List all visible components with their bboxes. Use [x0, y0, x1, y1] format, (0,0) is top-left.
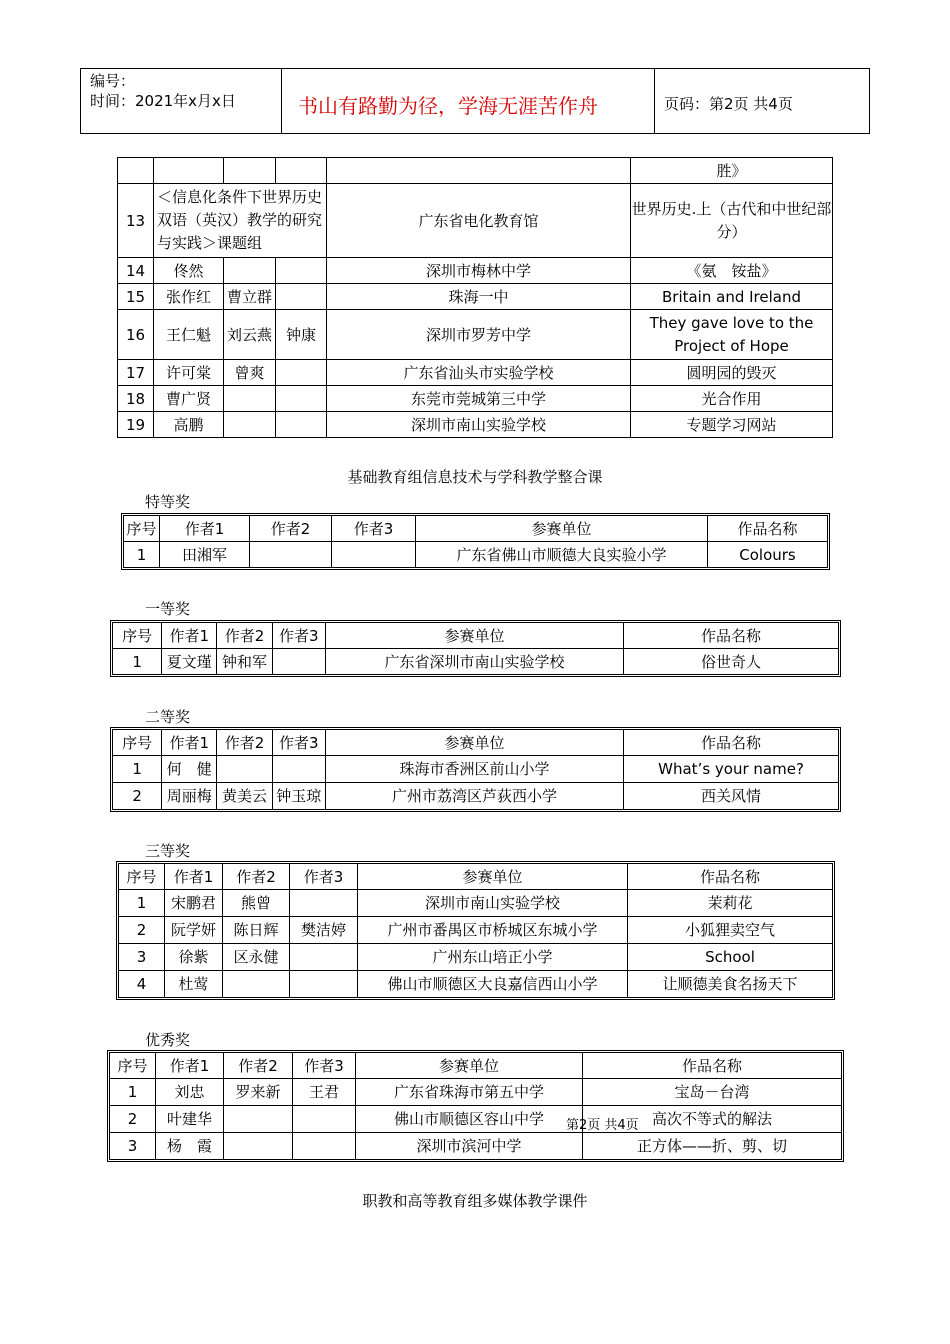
- table-cell: [293, 1106, 356, 1133]
- table-cell: 叶建华: [156, 1106, 224, 1133]
- table-row: [118, 310, 833, 360]
- table-cell: [224, 158, 276, 184]
- table-cell: 作者2: [250, 516, 332, 542]
- table-cell: [224, 386, 276, 412]
- table-row: [110, 1133, 842, 1160]
- table-cell: 作品名称: [628, 864, 833, 890]
- table-cell: 作者3: [290, 864, 358, 890]
- header-divider: [654, 68, 655, 134]
- table-header-row: [119, 864, 833, 890]
- table-cell: 钟康: [276, 310, 327, 360]
- table-cell: [290, 944, 358, 971]
- table-cell: 何 健: [162, 756, 217, 783]
- table-cell: 19: [118, 412, 154, 438]
- table-cell: [154, 158, 224, 184]
- table-cell: 曹立群: [224, 284, 276, 310]
- table-row: [118, 158, 833, 184]
- table-cell: 樊洁婷: [290, 917, 358, 944]
- table-cell: 广东省电化教育馆: [327, 184, 631, 258]
- table-cell: 王君: [293, 1079, 356, 1106]
- table-cell: [223, 971, 290, 998]
- table-cell: 1: [113, 649, 162, 675]
- table-cell: 钟和军: [217, 649, 272, 675]
- table-cell: 宋鹏君: [165, 890, 223, 917]
- table-cell: [276, 412, 327, 438]
- table-cell: 作者2: [217, 623, 272, 649]
- table-row: [124, 542, 828, 568]
- table-cell: 徐紫: [165, 944, 223, 971]
- table-cell: 珠海一中: [327, 284, 631, 310]
- table-cell: 曹广贤: [154, 386, 224, 412]
- table-cell: 杨 霞: [156, 1133, 224, 1160]
- table-cell: 胜》: [631, 158, 833, 184]
- table-cell: 佟然: [154, 258, 224, 284]
- table-cell: 茉莉花: [628, 890, 833, 917]
- table-cell: [293, 1133, 356, 1160]
- table-cell: 深圳市南山实验学校: [327, 412, 631, 438]
- number-label: 编号：: [90, 72, 136, 90]
- table-row: [119, 890, 833, 917]
- table-cell: [224, 1106, 293, 1133]
- table-cell: 作者1: [162, 623, 217, 649]
- table-cell: 王仁魁: [154, 310, 224, 360]
- header-divider: [281, 68, 282, 134]
- table-cell: 让顺德美食名扬天下: [628, 971, 833, 998]
- table-cell: 2: [113, 783, 162, 810]
- table-cell: 作者3: [272, 623, 325, 649]
- table-cell: 圆明园的毁灭: [631, 360, 833, 386]
- table-cell: 作者3: [293, 1053, 356, 1079]
- excellent-award-table: [109, 1052, 842, 1160]
- special-award-label: 特等奖: [145, 493, 191, 511]
- table-cell: 4: [119, 971, 165, 998]
- table-cell: What’s your name?: [624, 756, 839, 783]
- table-cell: 13: [118, 184, 154, 258]
- bottom-section-title: 职教和高等教育组多媒体教学课件: [362, 1192, 588, 1210]
- table-cell: 熊曾: [223, 890, 290, 917]
- table-cell: 曾爽: [224, 360, 276, 386]
- table-cell: [272, 649, 325, 675]
- table-row: [119, 971, 833, 998]
- table-cell: 1: [113, 756, 162, 783]
- table-header-row: [124, 516, 828, 542]
- table-cell: 参赛单位: [416, 516, 708, 542]
- table-cell: 深圳市梅林中学: [327, 258, 631, 284]
- table-cell: [250, 542, 332, 568]
- table-cell: 俗世奇人: [624, 649, 839, 675]
- table-cell: 《氨 铵盐》: [631, 258, 833, 284]
- first-award-table: [112, 622, 839, 675]
- table-cell: Britain and Ireland: [631, 284, 833, 310]
- table-cell: 高鹏: [154, 412, 224, 438]
- table-cell: 广州市荔湾区芦荻西小学: [325, 783, 623, 810]
- table-cell: 作品名称: [708, 516, 828, 542]
- third-award-label: 三等奖: [145, 842, 191, 860]
- table-cell: 作者2: [217, 730, 272, 756]
- table-cell: 参赛单位: [325, 730, 623, 756]
- table-cell: 高次不等式的解法: [583, 1106, 842, 1133]
- table-cell: 1: [110, 1079, 156, 1106]
- table-cell: 参赛单位: [325, 623, 623, 649]
- table-cell: 光合作用: [631, 386, 833, 412]
- table-cell: 序号: [113, 730, 162, 756]
- table-row: [119, 944, 833, 971]
- table-cell: They gave love to the Project of Hope: [631, 310, 833, 360]
- table-row: [113, 756, 839, 783]
- excellent-award-label: 优秀奖: [145, 1031, 191, 1049]
- page-info: 页码：第2页 共4页: [664, 95, 793, 113]
- table-cell: 1: [124, 542, 160, 568]
- table-cell: 西关风情: [624, 783, 839, 810]
- table-row: [118, 258, 833, 284]
- table-cell: 作品名称: [583, 1053, 842, 1079]
- table-row: [113, 649, 839, 675]
- table-cell: [290, 971, 358, 998]
- table-cell: [118, 158, 154, 184]
- table-cell: 序号: [124, 516, 160, 542]
- table-cell: 宝岛－台湾: [583, 1079, 842, 1106]
- table-row: [118, 386, 833, 412]
- table-cell: 珠海市香洲区前山小学: [325, 756, 623, 783]
- table-row: [118, 412, 833, 438]
- table-row: [110, 1079, 842, 1106]
- table-cell: 作者2: [224, 1053, 293, 1079]
- table-cell: 作者3: [272, 730, 325, 756]
- table-row: [110, 1106, 842, 1133]
- table-cell: 广东省珠海市第五中学: [356, 1079, 583, 1106]
- date-label: 时间：2021年x月x日: [90, 92, 236, 110]
- table-cell: 周丽梅: [162, 783, 217, 810]
- second-award-label: 二等奖: [145, 708, 191, 726]
- table-cell: 张作红: [154, 284, 224, 310]
- table-cell: 刘忠: [156, 1079, 224, 1106]
- table-header-row: [110, 1053, 842, 1079]
- table-cell: 深圳市南山实验学校: [358, 890, 628, 917]
- table-cell: [224, 258, 276, 284]
- table-cell: 陈日辉: [223, 917, 290, 944]
- table-cell: [276, 284, 327, 310]
- table-cell: 广州市番禺区市桥城区东城小学: [358, 917, 628, 944]
- table-cell: 佛山市顺德区大良嘉信西山小学: [358, 971, 628, 998]
- table-header-row: [113, 730, 839, 756]
- table-cell: 15: [118, 284, 154, 310]
- table-cell: [272, 756, 325, 783]
- table-cell: [276, 360, 327, 386]
- page-footer-overlay: 第2页 共4页: [566, 1118, 639, 1133]
- table-cell: 世界历史.上（古代和中世纪部分）: [631, 184, 833, 258]
- table-cell: 作品名称: [624, 623, 839, 649]
- table-cell: [276, 258, 327, 284]
- second-award-table: [112, 729, 839, 810]
- third-award-table: [118, 863, 833, 998]
- table-cell: 刘云燕: [224, 310, 276, 360]
- table-cell: 广东省佛山市顺德大良实验小学: [416, 542, 708, 568]
- table-cell: 作者1: [165, 864, 223, 890]
- table-cell: 夏文瑾: [162, 649, 217, 675]
- table-cell: Colours: [708, 542, 828, 568]
- table-cell: 作者1: [156, 1053, 224, 1079]
- table-cell: 阮学妍: [165, 917, 223, 944]
- table-cell: 佛山市顺德区容山中学: [356, 1106, 583, 1133]
- table-cell: 专题学习网站: [631, 412, 833, 438]
- table-cell: [224, 412, 276, 438]
- table-cell: 18: [118, 386, 154, 412]
- first-award-label: 一等奖: [145, 600, 191, 618]
- table-cell: 田湘军: [160, 542, 250, 568]
- table-cell: 罗来新: [224, 1079, 293, 1106]
- table-cell: [217, 756, 272, 783]
- table-row: [118, 284, 833, 310]
- table-cell: 作品名称: [624, 730, 839, 756]
- table-cell: 16: [118, 310, 154, 360]
- table-cell: 作者1: [162, 730, 217, 756]
- motto: 书山有路勤为径，学海无涯苦作舟: [298, 94, 598, 118]
- table-row: [118, 184, 833, 258]
- table-cell: 作者3: [332, 516, 416, 542]
- table-cell: [224, 1133, 293, 1160]
- table-cell: [276, 386, 327, 412]
- table-cell: 广州东山培正小学: [358, 944, 628, 971]
- table-cell: 正方体——折、剪、切: [583, 1133, 842, 1160]
- table-cell: 参赛单位: [358, 864, 628, 890]
- table-cell: 17: [118, 360, 154, 386]
- table-cell: School: [628, 944, 833, 971]
- table-cell: 杜莺: [165, 971, 223, 998]
- table-cell: 序号: [119, 864, 165, 890]
- table-cell: 广东省汕头市实验学校: [327, 360, 631, 386]
- table-cell: 许可棠: [154, 360, 224, 386]
- table-cell: 3: [110, 1133, 156, 1160]
- table-cell: 区永健: [223, 944, 290, 971]
- table-cell: 钟玉琼: [272, 783, 325, 810]
- table-cell: [327, 158, 631, 184]
- table-cell: 14: [118, 258, 154, 284]
- table-cell: 3: [119, 944, 165, 971]
- table-cell: 东莞市莞城第三中学: [327, 386, 631, 412]
- table-cell: 2: [119, 917, 165, 944]
- table-row: [118, 360, 833, 386]
- table-cell: 广东省深圳市南山实验学校: [325, 649, 623, 675]
- awards-table-continued: [117, 157, 833, 438]
- table-header-row: [113, 623, 839, 649]
- table-cell: 2: [110, 1106, 156, 1133]
- table-row: [113, 783, 839, 810]
- table-cell: 作者2: [223, 864, 290, 890]
- table-cell: [276, 158, 327, 184]
- table-cell: 深圳市罗芳中学: [327, 310, 631, 360]
- table-row: [119, 917, 833, 944]
- table-cell: 参赛单位: [356, 1053, 583, 1079]
- table-cell: [290, 890, 358, 917]
- section-title: 基础教育组信息技术与学科教学整合课: [347, 468, 603, 486]
- table-cell: 深圳市滨河中学: [356, 1133, 583, 1160]
- special-award-table: [123, 515, 828, 568]
- table-cell: 小狐狸卖空气: [628, 917, 833, 944]
- table-cell: [332, 542, 416, 568]
- table-cell: 黄美云: [217, 783, 272, 810]
- table-cell: 作者1: [160, 516, 250, 542]
- table-cell: 序号: [110, 1053, 156, 1079]
- table-cell: ＜信息化条件下世界历史双语（英汉）教学的研究与实践＞课题组: [154, 184, 327, 258]
- table-cell: 1: [119, 890, 165, 917]
- table-cell: 序号: [113, 623, 162, 649]
